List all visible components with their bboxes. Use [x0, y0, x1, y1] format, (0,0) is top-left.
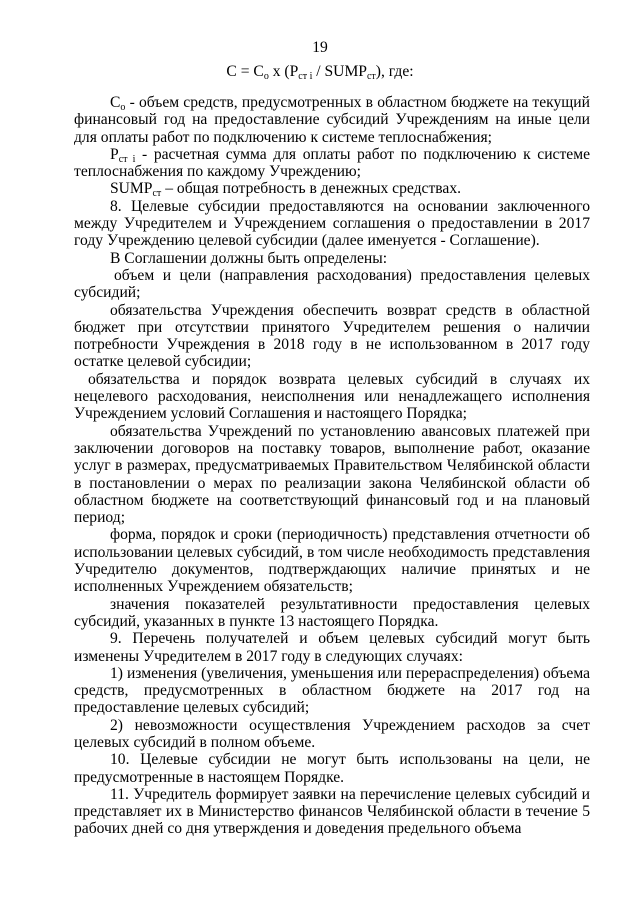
definition-sum	[74, 180, 590, 200]
p-symbol: P	[110, 145, 119, 163]
paragraph-reporting: форма, порядок и сроки (периодичность) представления отчетности об использовании целевых субсидий, в том числе необходимость представления Учредителю документов, подтверждающих наличие принятых и не исполненных Учреждением обязательств;	[74, 526, 590, 596]
paragraph-return-obligations: обязательства Учреждения обеспечить возврат средств в областной бюджет при отсутствии принятого Учредителем решения о наличии потребности Учреждения в 2018 году в не использованном в 2017 году остатке целевой субсидии;	[74, 301, 590, 371]
paragraph-volume-goals: объем и цели (направления расходования) предоставления целевых субсидий;	[74, 266, 590, 302]
sum-symbol: SUMP	[110, 180, 153, 198]
p-text: - расчетная сумма для оплаты работ по подключению к системе теплоснабжения по каждому Учреждению;	[74, 145, 590, 181]
document-body	[74, 94, 590, 838]
formula-lhs: C = C	[226, 63, 264, 80]
sum-subscript: ст	[152, 188, 162, 200]
c0-symbol: C	[110, 94, 121, 111]
c0-subscript: о	[120, 102, 126, 113]
c0-text: - объем средств, предусмотренных в областном бюджете на текущий финансовый год на предоставление субсидий Учреждениям на иные цели для оплаты работ по подключению к системе теплоснабжения;	[74, 94, 590, 146]
formula-lhs-sub: o	[263, 71, 269, 82]
paragraph-11: 11. Учредитель формирует заявки на перечисление целевых субсидий и представляет их в Министерство финансов Челябинской области в течение 5 рабочих дней со дня утверждения и доведения предельного объема	[74, 785, 590, 838]
definition-p	[74, 146, 590, 181]
formula-p-sub: ст i	[298, 71, 313, 82]
paragraph-9-item-2: 2) невозможности осуществления Учреждением расходов за счет целевых субсидий в полном объеме.	[74, 716, 590, 751]
formula-tail: ), где:	[375, 63, 414, 80]
paragraph-return-procedure: обязательства и порядок возврата целевых субсидий в случаях их нецелевого расходования, неисполнения или ненадлежащего исполнения Учреждением условий Соглашения и настоящего Порядка;	[74, 370, 590, 423]
formula-mid: x (P	[268, 63, 299, 80]
paragraph-indicators: значения показателей результативности предоставления целевых субсидий, указанных в пункте 13 настоящего Порядка.	[74, 595, 590, 630]
page-number: 19	[312, 39, 328, 56]
formula-sum-sub: ст	[366, 71, 376, 82]
paragraph-advance-payments: обязательства Учреждений по установлению авансовых платежей при заключении договоров на поставку товаров, выполнение работ, оказание услуг в размерах, предусматриваемых Правительством Челябинской области в постановлении о мерах по реализации закона Челябинской области об областном бюджете на соответствующий финансовый год и на плановый период;	[74, 422, 590, 527]
paragraph-8: 8. Целевые субсидии предоставляются на основании заключенного между Учредителем и Учреждением соглашения о предоставлении в 2017 году Учреждению целевой субсидии (далее именуется - Соглашение).	[74, 197, 590, 250]
definition-c0	[74, 94, 590, 146]
p-subscript: ст i	[118, 153, 136, 165]
paragraph-9: 9. Перечень получателей и объем целевых субсидий могут быть изменены Учредителем в 2017 году в следующих случаях:	[74, 630, 590, 665]
formula-mid2: / SUMP	[312, 63, 367, 80]
paragraph-10: 10. Целевые субсидии не могут быть использованы на цели, не предусмотренные в настоящем Порядке.	[74, 751, 590, 786]
formula	[0, 63, 640, 80]
sum-text: – общая потребность в денежных средствах.	[161, 180, 462, 198]
paragraph-9-item-1: 1) изменения (увеличения, уменьшения или перераспределения) объема средств, предусмотренных в областном бюджете на 2017 год на предоставление целевых субсидий;	[74, 664, 590, 717]
paragraph-agreement-intro: В Соглашении должны быть определены:	[110, 249, 388, 267]
